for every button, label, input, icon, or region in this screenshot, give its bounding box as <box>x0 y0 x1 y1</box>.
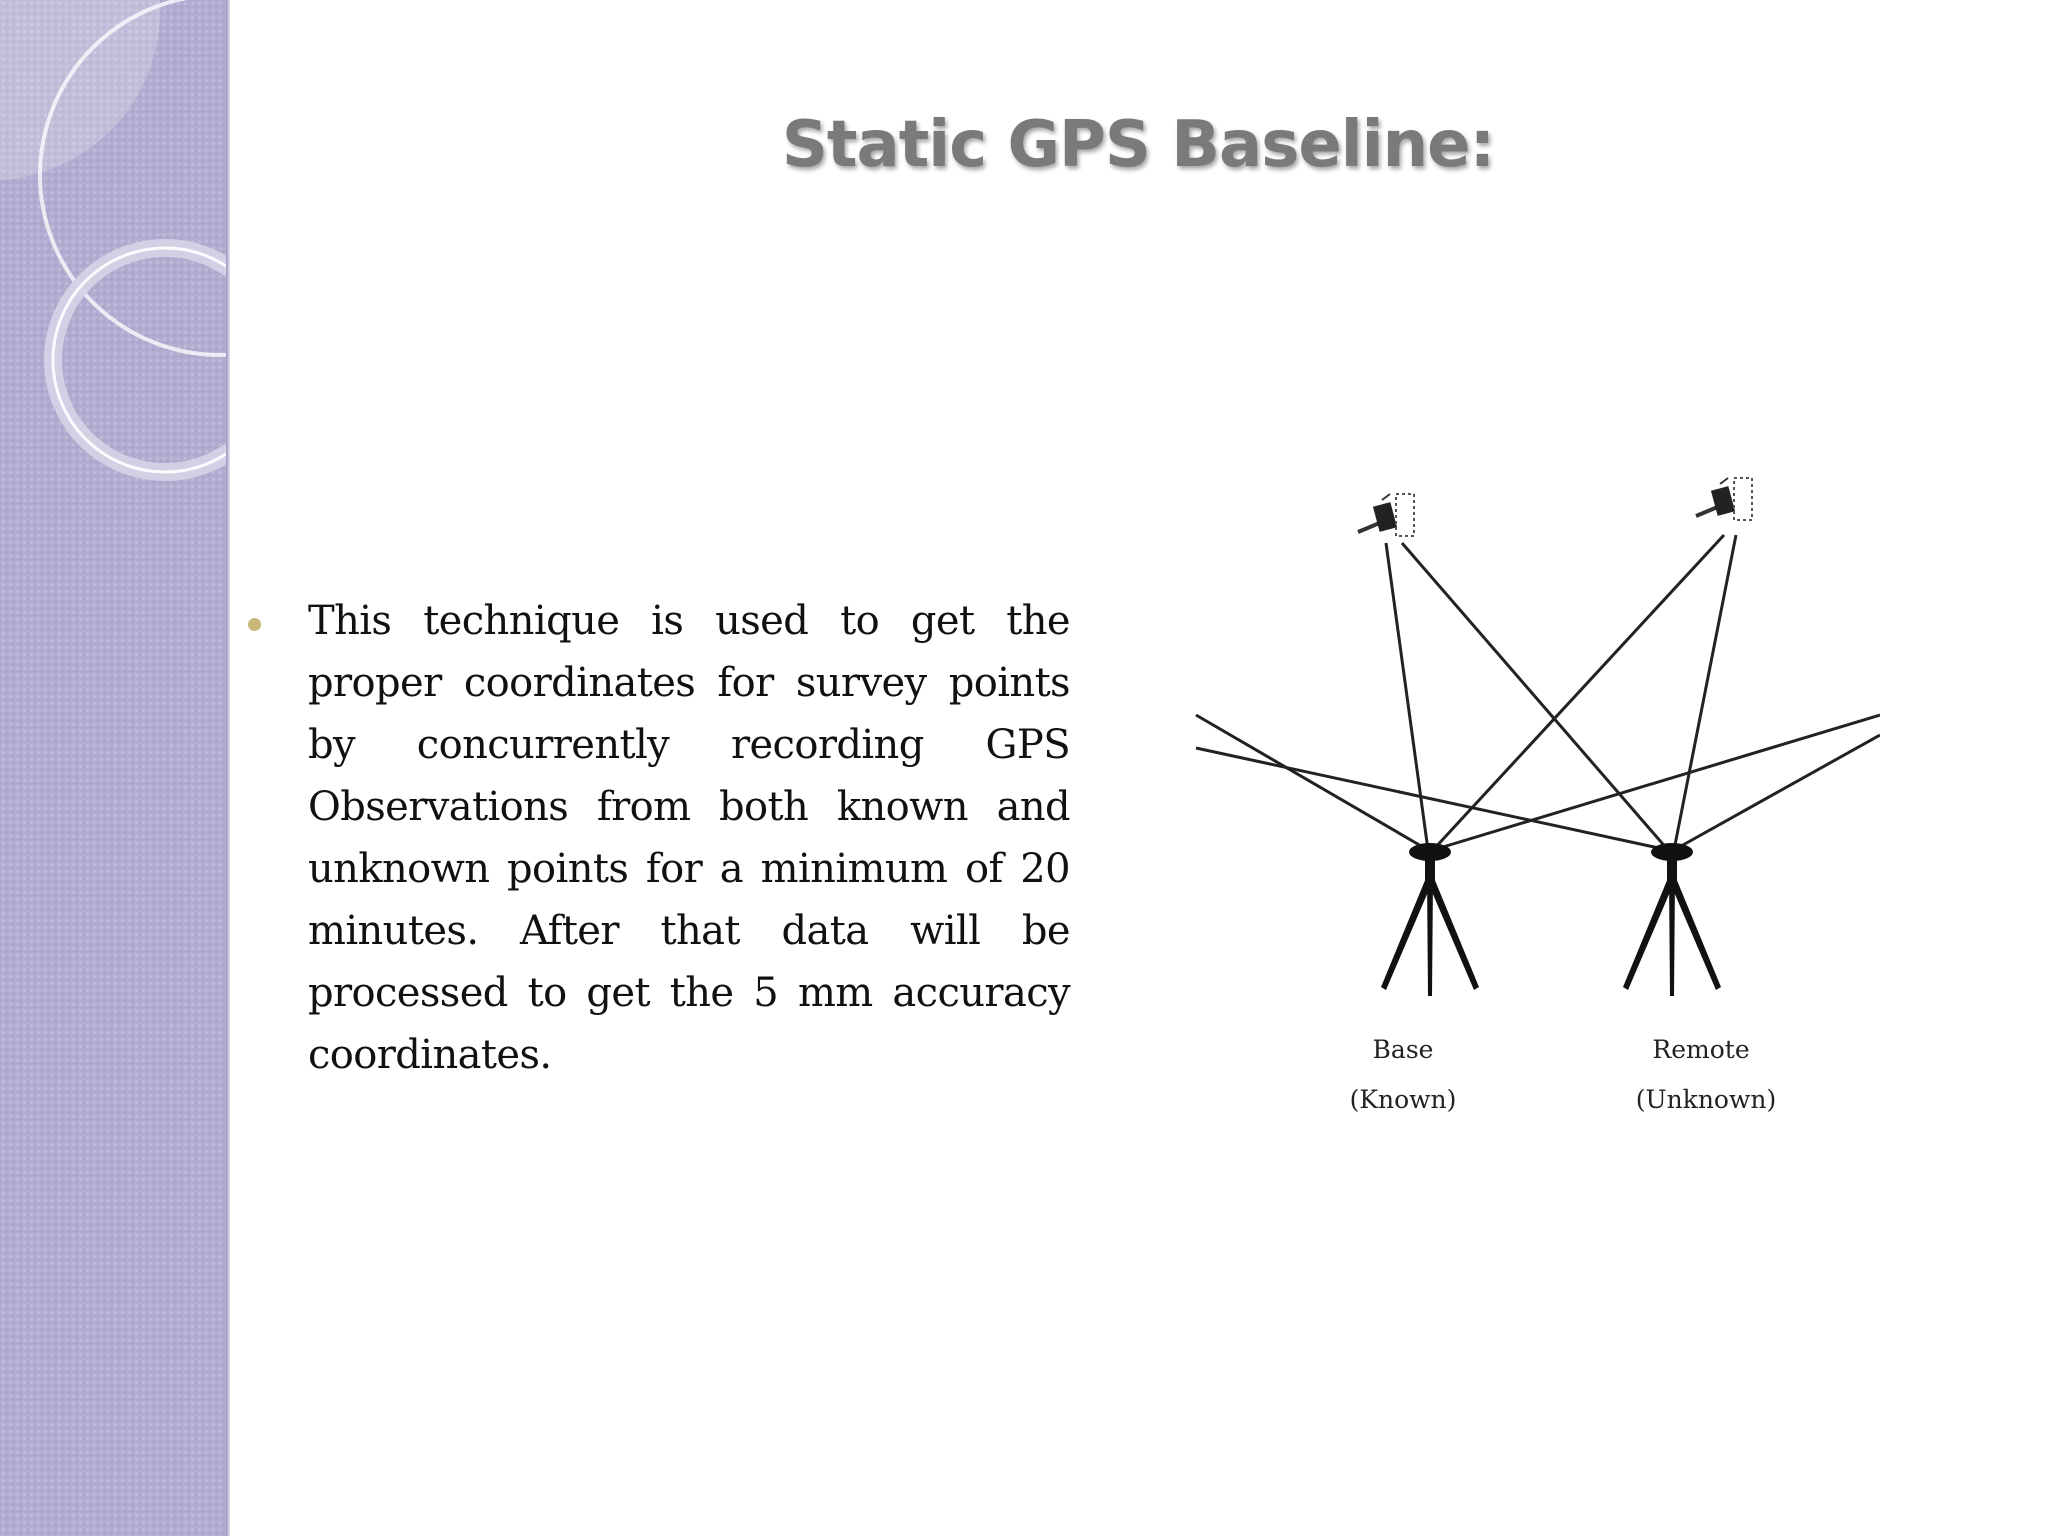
bullet-list <box>240 590 1070 1086</box>
base-sublabel: (Known) <box>1349 1085 1457 1114</box>
remote-sublabel: (Unknown) <box>1635 1085 1777 1114</box>
decorative-rings <box>0 0 228 520</box>
sidebar-divider <box>226 0 230 1536</box>
slide-title: Static GPS Baseline: <box>781 108 1495 182</box>
bullet-item <box>240 590 1070 1086</box>
base-label: Base <box>1372 1035 1434 1064</box>
satellite-icon <box>1696 478 1752 520</box>
bullet-text: This technique is used to get the proper coordinates for survey points by concurrently recording GPS Observations from both known and unknown points for a minimum of 20 minutes. After that data will be processed to get the 5 mm accuracy coordinates. <box>308 598 1070 1078</box>
signal-lines <box>1196 535 1880 850</box>
bullet-dot-icon <box>248 618 261 631</box>
tripod-receiver-icon <box>1381 843 1479 996</box>
gps-baseline-diagram <box>1190 450 1880 1130</box>
remote-label: Remote <box>1652 1035 1750 1064</box>
decorative-sidebar <box>0 0 228 1536</box>
tripod-receiver-icon <box>1623 843 1721 996</box>
satellite-icon <box>1358 494 1414 536</box>
